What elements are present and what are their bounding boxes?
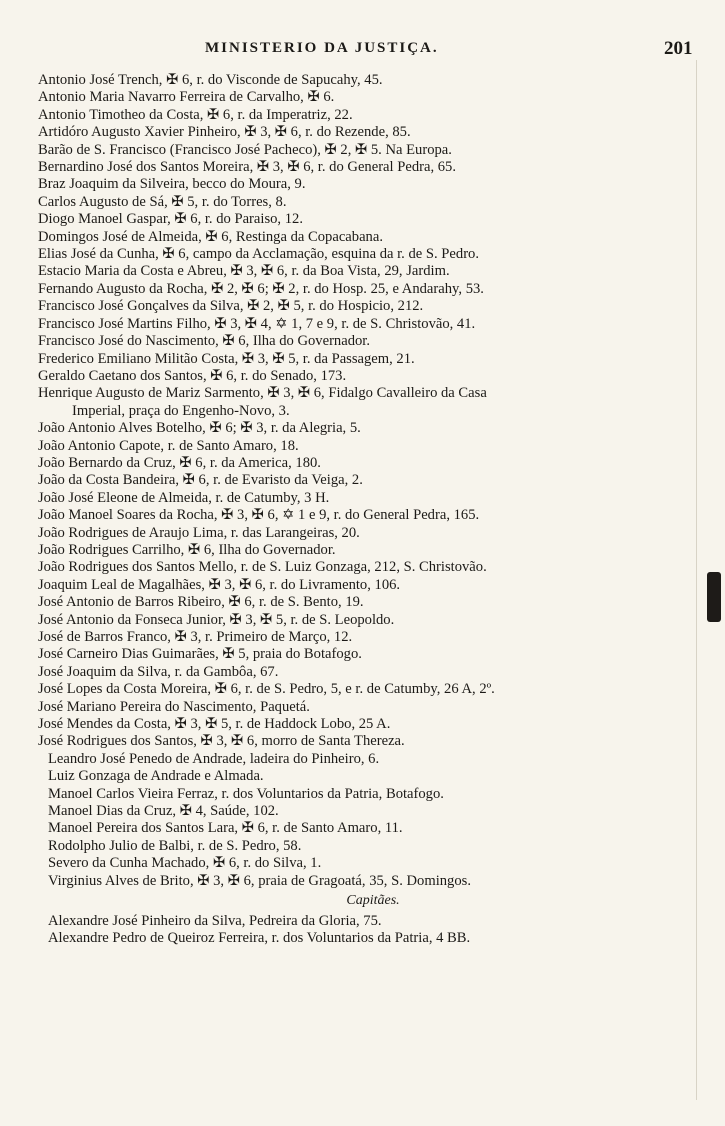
entry-list [38,72,708,947]
entry-line: José Rodrigues dos Santos, ✠ 3, ✠ 6, morro de Santa Thereza. [38,733,405,750]
captains-list [38,913,708,948]
entry-line: João Antonio Capote, r. de Santo Amaro, 18. [38,437,299,454]
page-header [0,36,725,62]
page-number: 201 [664,38,693,59]
entry-line: Elias José da Cunha, ✠ 6, campo da Acclamação, esquina da r. de S. Pedro. [38,246,480,263]
entry-line: José Mariano Pereira do Nascimento, Paquetá. [38,698,310,715]
entry-line: Virginius Alves de Brito, ✠ 3, ✠ 6, praia de Gragoatá, 35, S. Domingos. [48,872,471,889]
entry-line: João Rodrigues de Araujo Lima, r. das Larangeiras, 20. [38,524,360,541]
entry-line: José Antonio de Barros Ribeiro, ✠ 6, r. de S. Bento, 19. [38,594,364,611]
entry-line: Diogo Manoel Gaspar, ✠ 6, r. do Paraiso, 12. [38,211,303,228]
entry-line: João Manoel Soares da Rocha, ✠ 3, ✠ 6, ✡ 1 e 9, r. do General Pedra, 165. [38,507,480,524]
entry-line: Luiz Gonzaga de Andrade e Almada. [48,768,264,785]
entry-line: José Mendes da Costa, ✠ 3, ✠ 5, r. de Haddock Lobo, 25 A. [38,716,391,733]
entry-line: José Antonio da Fonseca Junior, ✠ 3, ✠ 5, r. de S. Leopoldo. [38,611,395,628]
entry-line: Estacio Maria da Costa e Abreu, ✠ 3, ✠ 6, r. da Boa Vista, 29, Jardim. [38,263,450,280]
entry-line: João Bernardo da Cruz, ✠ 6, r. da America, 180. [38,454,321,471]
entry-line: Antonio Timotheo da Costa, ✠ 6, r. da Imperatriz, 22. [38,106,353,123]
running-title: MINISTERIO DA JUSTIÇA. [205,40,439,56]
entry-line: Domingos José de Almeida, ✠ 6, Restinga da Copacabana. [38,228,383,245]
entry-line: Fernando Augusto da Rocha, ✠ 2, ✠ 6; ✠ 2, r. do Hosp. 25, e Andarahy, 53. [38,280,484,297]
entry-line: Francisco José Gonçalves da Silva, ✠ 2, ✠ 5, r. do Hospicio, 212. [38,298,424,315]
entry-line: João da Costa Bandeira, ✠ 6, r. de Evaristo da Veiga, 2. [38,472,363,489]
entry-line: José Lopes da Costa Moreira, ✠ 6, r. de S. Pedro, 5, e r. de Catumby, 26 A, 2º. [38,681,495,698]
entry-line: Braz Joaquim da Silveira, becco do Moura, 9. [38,176,306,193]
entry-line: Leandro José Penedo de Andrade, ladeira do Pinheiro, 6. [48,750,380,767]
entry-line: Antonio José Trench, ✠ 6, r. do Visconde de Sapucahy, 45. [38,72,383,88]
entry-line: Francisco José Martins Filho, ✠ 3, ✠ 4, ✡ 1, 7 e 9, r. de S. Christovão, 41. [38,315,476,332]
entry-line: Barão de S. Francisco (Francisco José Pacheco), ✠ 2, ✠ 5. Na Europa. [38,141,452,158]
entry-line: Henrique Augusto de Mariz Sarmento, ✠ 3, ✠ 6, Fidalgo Cavalleiro da Casa [38,385,487,402]
entry-line: Joaquim Leal de Magalhães, ✠ 3, ✠ 6, r. do Livramento, 106. [38,576,401,593]
entry-line: Manoel Carlos Vieira Ferraz, r. dos Voluntarios da Patria, Botafogo. [48,785,444,802]
entry-line: Alexandre José Pinheiro da Silva, Pedreira da Gloria, 75. [48,912,382,929]
entry-line: Manoel Dias da Cruz, ✠ 4, Saúde, 102. [48,803,279,820]
entry-line: Carlos Augusto de Sá, ✠ 5, r. do Torres, 8. [38,193,287,210]
entry-line: João José Eleone de Almeida, r. de Catumby, 3 H. [38,489,330,506]
entry-line: José de Barros Franco, ✠ 3, r. Primeiro de Março, 12. [38,629,353,645]
entry-line: Francisco José do Nascimento, ✠ 6, Ilha do Governador. [38,333,371,350]
entry-line: Severo da Cunha Machado, ✠ 6, r. do Silva, 1. [48,855,322,872]
entry-line: João Rodrigues Carrilho, ✠ 6, Ilha do Governador. [38,541,336,558]
entry-line: João Rodrigues dos Santos Mello, r. de S. Luiz Gonzaga, 212, S. Christovão. [38,559,487,576]
entry-line: Geraldo Caetano dos Santos, ✠ 6, r. do Senado, 173. [38,367,347,384]
ink-smudge [707,572,721,622]
entry-line: Alexandre Pedro de Queiroz Ferreira, r. dos Voluntarios da Patria, 4 BB. [48,929,471,946]
entry-line: Rodolpho Julio de Balbi, r. de S. Pedro, 58. [48,837,302,854]
entry-line: José Joaquim da Silva, r. da Gambôa, 67. [38,663,279,680]
entry-line: José Carneiro Dias Guimarães, ✠ 5, praia do Botafogo. [38,646,362,663]
section-heading: Capitães. [346,893,400,909]
entry-continuation: Imperial, praça do Engenho-Novo, 3. [72,402,290,419]
entry-line: Manoel Pereira dos Santos Lara, ✠ 6, r. de Santo Amaro, 11. [48,820,403,837]
entry-line: Bernardino José dos Santos Moreira, ✠ 3, ✠ 6, r. do General Pedra, 65. [38,159,457,176]
entry-line: Artidóro Augusto Xavier Pinheiro, ✠ 3, ✠ 6, r. do Rezende, 85. [38,124,411,141]
entry-line: João Antonio Alves Botelho, ✠ 6; ✠ 3, r. da Alegria, 5. [38,420,361,437]
entry-line: Frederico Emiliano Militão Costa, ✠ 3, ✠ 5, r. da Passagem, 21. [38,350,415,367]
entry-line: Antonio Maria Navarro Ferreira de Carvalho, ✠ 6. [38,89,335,106]
